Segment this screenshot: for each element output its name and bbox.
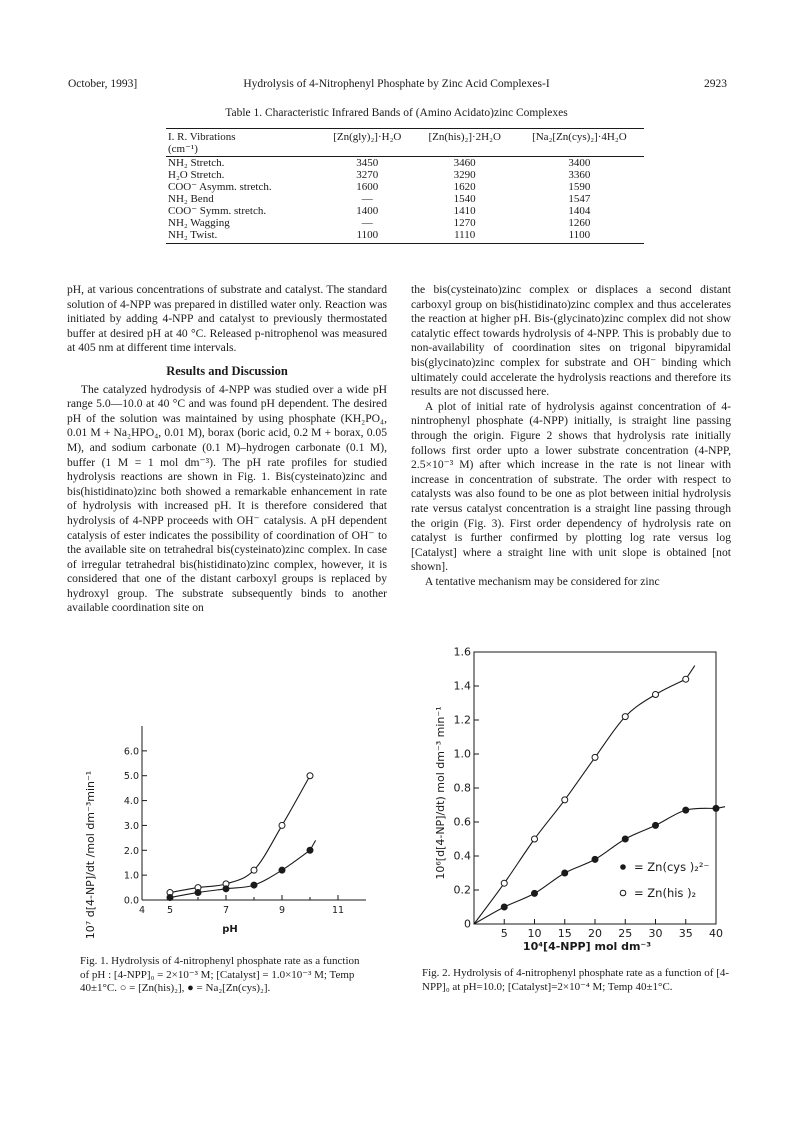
- fig2-y-tick-label: 0.4: [453, 849, 471, 863]
- table-cell-zn-his: 1410: [453, 205, 476, 217]
- running-header-date: October, 1993]: [68, 78, 138, 90]
- table-cell-label: NH₂ Twist.: [166, 229, 320, 244]
- results-paragraph: The catalyzed hydrodysis of 4-NPP was studied over a wide pH range 5.0—10.0 at 40 °C and was found pH dependent. The desired pH of the solution was maintained by using phosphate (KH₂PO₄, 0.01 M + Na₂HPO₄, 0.01 M), borax (boric acid, 0.2 M + borax, 0.05 M), and sodium carbonate (0.1 M)–hydrogen carbonate (0.1 M), buffer (1 M = 1 mol dm⁻³). The pH rate profiles for studied hydrolysis reactions are shown in Fig. 1. Bis(cysteinato)zinc and bis(histidinato)zinc both showed a remarkable enhancement in rate of hydrolysis with increased pH. It is therefore considered that hydrolysis of 4-NPP proceeds with OH⁻ catalysis. A pH dependent catalysis of ester indicates the possibility of coordination of OH⁻ to the available site on tetrahedral bis(cysteinato)zinc complex. In case of irregular tetrahedral bis(histidinato)zinc complex, however, it is considered that one of the distant carboxyl groups is replaced by hydroxyl group. The substrate subsequently binds to another available coordination site on: [67, 382, 387, 615]
- table-cell-na-zn-cys: 3400: [568, 157, 591, 169]
- fig1-point-open: [279, 822, 285, 828]
- fig2-y-tick-label: 0: [464, 917, 471, 931]
- table-cell-zn-gly: 3270: [356, 169, 379, 181]
- fig1-y-tick-label: 6.0: [123, 746, 139, 758]
- table-cell-label: NH₂ Stretch.: [168, 157, 225, 169]
- fig2-legend-open-label: = Zn(his )₂: [634, 886, 697, 900]
- fig1-y-tick-label: 0.0: [123, 895, 139, 907]
- table-header-vibrations-line2: (cm⁻¹): [168, 143, 198, 155]
- fig2-point-filled: [653, 822, 659, 828]
- table-body: [166, 157, 644, 244]
- fig1-point-open: [307, 773, 313, 779]
- table-header-row: [166, 129, 644, 157]
- fig2-point-open: [653, 692, 659, 698]
- figure-1-chart: [80, 660, 380, 950]
- table-row: [166, 181, 644, 193]
- fig2-x-tick-label: 10: [527, 927, 542, 940]
- fig1-series-line: [170, 776, 310, 893]
- table-cell-zn-gly: 3450: [356, 157, 379, 169]
- fig1-x-tick-label: 9: [278, 905, 286, 916]
- fig2-plot-frame: [474, 652, 716, 924]
- table-cell-zn-gly: 1100: [320, 229, 415, 244]
- table-header-vibrations-line1: I. R. Vibrations: [168, 131, 236, 143]
- fig2-point-filled: [501, 904, 507, 910]
- fig1-x-tick-label: 5: [166, 905, 174, 916]
- fig1-y-tick-label: 5.0: [123, 771, 139, 783]
- ir-bands-table: [166, 128, 644, 244]
- table-cell-zn-gly: 1400: [356, 205, 379, 217]
- fig1-point-filled: [307, 847, 313, 853]
- table-row: [166, 157, 644, 170]
- fig1-xlabel: pH: [222, 924, 238, 935]
- fig1-point-filled: [223, 886, 229, 892]
- table-cell-zn-gly: 1600: [356, 181, 379, 193]
- fig2-x-tick-label: 40: [709, 927, 723, 940]
- page-number: 2923: [704, 78, 727, 90]
- fig1-ylabel: 10⁷ d[4-NP]/dt /mol dm⁻³min⁻¹: [84, 770, 97, 940]
- fig2-y-tick-label: 1.2: [453, 713, 471, 727]
- table-row: [166, 169, 644, 181]
- fig2-point-filled: [622, 836, 628, 842]
- fig2-legend-filled-marker: [620, 864, 626, 870]
- fig2-y-tick-label: 1.0: [453, 747, 471, 761]
- table-cell-zn-his: 1540: [453, 193, 476, 205]
- fig2-x-tick-label: 35: [678, 927, 693, 940]
- fig2-y-tick-label: 0.8: [453, 781, 471, 795]
- fig2-x-tick-label: 20: [588, 927, 602, 940]
- table-cell-na-zn-cys: 1404: [568, 205, 591, 217]
- figure-2-caption: Fig. 2. Hydrolysis of 4-nitrophenyl phosphate rate as a function of [4-NPP]₀ at pH=10.0; [Catalyst]=2×10⁻⁴ M; Temp 40±1°C.: [422, 967, 730, 993]
- fig1-point-filled: [167, 895, 173, 901]
- table-row: [166, 229, 644, 244]
- table-cell-zn-his: 3290: [453, 169, 476, 181]
- figure-1-caption: Fig. 1. Hydrolysis of 4-nitrophenyl phosphate rate as a function of pH : [4-NPP]₀ = 2×10⁻³ M; [Catalyst] = 1.0×10⁻³ M; Temp 40±1°C. ○ = [Zn(his)₂], ● = Na₂[Zn(cys)₂].: [80, 955, 360, 994]
- fig2-point-filled: [713, 805, 719, 811]
- table-header-zn-his: [Zn(his)₂]·2H₂O: [415, 129, 515, 157]
- table-cell-zn-his: 3460: [453, 157, 476, 169]
- table-cell-label: COO⁻ Symm. stretch.: [168, 205, 267, 217]
- table-cell-zn-his: 1270: [453, 217, 476, 229]
- right-column: [411, 283, 731, 589]
- fig1-x-tick-label: 4: [138, 905, 146, 916]
- fig1-marks: [167, 773, 316, 901]
- fig2-x-tick-label: 15: [557, 927, 572, 940]
- table-cell-label: NH₂ Bend: [168, 193, 214, 205]
- fig2-point-open: [501, 880, 507, 886]
- fig1-x-tick-label: 7: [222, 905, 230, 916]
- table-cell-na-zn-cys: 1547: [568, 193, 591, 205]
- table-cell-label: COO⁻ Asymm. stretch.: [168, 181, 272, 193]
- table-cell-zn-his: 1110: [415, 229, 515, 244]
- table-row: [166, 193, 644, 205]
- fig2-point-filled: [592, 856, 598, 862]
- methods-paragraph: pH, at various concentrations of substrate and catalyst. The standard solution of 4-NPP was prepared in distilled water only. Reaction was initiated by adding 4-NPP and catalyst to previously thermostated buffer at desired pH at 40 °C. Released p-nitrophenol was measured at 405 nm at different time intervals.: [67, 283, 387, 355]
- table-cell-label: H₂O Stretch.: [168, 169, 225, 181]
- fig2-point-open: [622, 714, 628, 720]
- table-cell-na-zn-cys: 1260: [568, 217, 591, 229]
- fig1-point-filled: [251, 882, 257, 888]
- fig2-y-tick-label: 1.6: [453, 645, 471, 659]
- table-cell-na-zn-cys: 1100: [515, 229, 644, 244]
- discussion-paragraph-2: A plot of initial rate of hydrolysis against concentration of 4-nintrophenyl phosphate (4-NPP) initially, is straight line passing through the origin. Figure 2 shows that hydrolysis rate initially follows first order upto a lower substrate concentration (4-NPP, 2.5×10⁻³ M) after which increase in the rate is not linear with increase in concentration of substrate. The order with respect to catalysts was also found to be one as plot between initial hydrolysis rate versus catalyst concentration is a straight line passing through the origin (Fig. 3). First order dependency of hydrolysis rate on catalyst is further confirmed by plotting log rate versus log [Catalyst] where a straight line with unit slope is obtained [not shown].: [411, 399, 731, 574]
- table-header-vibrations: [166, 129, 320, 157]
- figure-2-chart: [422, 643, 734, 963]
- fig2-point-filled: [562, 870, 568, 876]
- running-header-title: Hydrolysis of 4-Nitrophenyl Phosphate by Zinc Acid Complexes-I: [243, 78, 550, 90]
- left-column: [67, 283, 387, 616]
- table-row: [166, 205, 644, 217]
- fig2-x-tick-label: 5: [500, 927, 508, 940]
- fig2-point-filled: [683, 807, 689, 813]
- section-heading: Results and Discussion: [166, 363, 288, 378]
- fig1-point-open: [251, 867, 257, 873]
- fig1-point-filled: [279, 867, 285, 873]
- discussion-paragraph-1: the bis(cysteinato)zinc complex or displaces a second distant carboxyl group on bis(histidinato)zinc complex and thus accelerates the reaction at higher pH. Bis-(glycinato)zinc complex did not show catalytic effect towards hydrolysis of 4-NPP. This is probably due to non-availability of coordination sites on trigonal bipyramidal bis(glycinato)zinc complex for substrate and OH⁻ binding which ultimately could accelerate the hydrolysis reactions and therefore its results are not discussed here.: [411, 283, 731, 399]
- table-cell-na-zn-cys: 1590: [568, 181, 591, 193]
- fig2-point-open: [532, 836, 538, 842]
- fig2-x-tick-label: 25: [618, 927, 633, 940]
- fig2-y-tick-label: 0.6: [453, 815, 471, 829]
- table-row: [166, 217, 644, 229]
- table-cell-na-zn-cys: 3360: [568, 169, 591, 181]
- fig1-y-tick-label: 1.0: [123, 870, 139, 882]
- table-cell-zn-gly: —: [361, 193, 373, 205]
- table-cell-zn-gly: —: [361, 217, 373, 229]
- table-header-na-zn-cys: [Na₂[Zn(cys)₂]·4H₂O: [515, 129, 644, 157]
- table-caption: Table 1. Characteristic Infrared Bands of (Amino Acidato)zinc Complexes: [225, 107, 568, 119]
- fig2-xlabel: 10⁴[4-NPP] mol dm⁻³: [522, 940, 652, 953]
- fig1-y-tick-label: 2.0: [123, 845, 139, 857]
- fig1-y-tick-label: 4.0: [123, 796, 139, 808]
- fig2-point-open: [592, 754, 598, 760]
- fig2-y-tick-label: 0.2: [453, 883, 471, 897]
- fig2-point-open: [562, 797, 568, 803]
- fig1-y-tick-label: 3.0: [123, 820, 139, 832]
- table-header-zn-gly: [Zn(gly)₂]·H₂O: [320, 129, 415, 157]
- table-cell-zn-his: 1620: [453, 181, 476, 193]
- fig2-legend-open-marker: [620, 890, 626, 896]
- fig2-legend-filled-label: = Zn(cys )₂²⁻: [634, 860, 710, 874]
- fig2-ylabel: 10⁶[d[4-NP]/dt) mol dm⁻³ min⁻¹: [434, 706, 447, 880]
- fig2-x-tick-label: 30: [648, 927, 663, 940]
- fig1-point-filled: [195, 890, 201, 896]
- fig2-y-tick-label: 1.4: [453, 679, 471, 693]
- fig2-point-filled: [532, 890, 538, 896]
- discussion-paragraph-3: A tentative mechanism may be considered for zinc: [424, 574, 660, 588]
- fig2-point-open: [683, 676, 689, 682]
- table-cell-label: NH₂ Wagging: [168, 217, 230, 229]
- fig1-x-tick-label: 11: [331, 905, 345, 916]
